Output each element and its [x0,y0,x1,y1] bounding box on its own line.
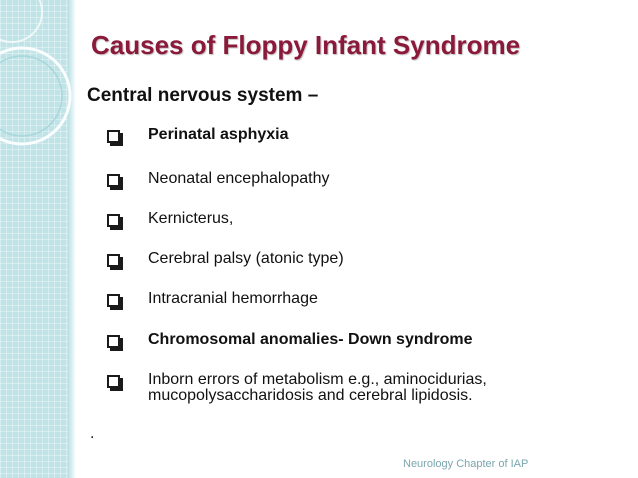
list-item-text: Chromosomal anomalies- Down syndrome [148,331,473,348]
list-item-text: Perinatal asphyxia [148,126,289,143]
list-item [107,210,234,227]
checkbox-icon [107,130,120,143]
list-item-text: Neonatal encephalopathy [148,170,330,187]
list-item [107,170,330,187]
list-item-text: Kernicterus, [148,210,234,227]
checkbox-icon [107,174,120,187]
list-item [107,290,318,307]
list-item-text: Inborn errors of metabolism e.g., aminocidurias, mucopolysaccharidosis and cerebral lipidosis. [148,371,487,404]
trailing-mark: . [90,425,95,442]
list-item [107,126,289,143]
checkbox-icon [107,214,120,227]
slide-title: Causes of Floppy Infant Syndrome [91,30,521,60]
list-item-text: Cerebral palsy (atonic type) [148,250,344,267]
list-item [107,250,344,267]
checkbox-icon [107,335,120,348]
checkbox-icon [107,254,120,267]
section-heading: Central nervous system – [87,85,319,106]
checkbox-icon [107,294,120,307]
list-item [107,371,487,404]
footer-text: Neurology Chapter of IAP [403,458,529,470]
list-item [107,331,473,348]
checkbox-icon [107,375,120,388]
list-item-text: Intracranial hemorrhage [148,290,318,307]
